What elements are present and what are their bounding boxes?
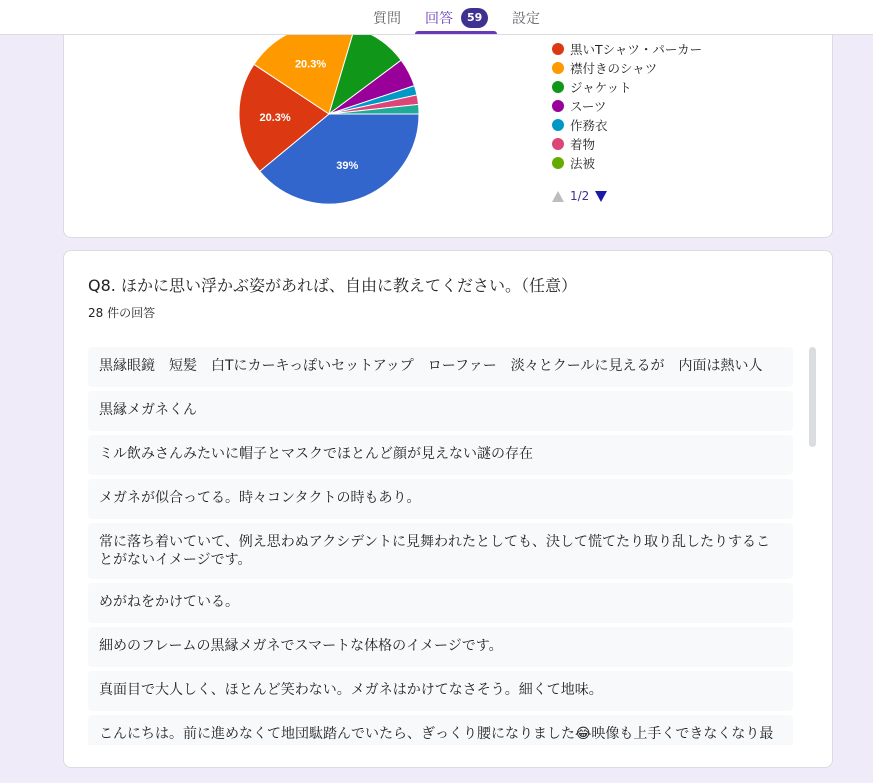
pie-slice-label: 20.3% [259, 111, 291, 124]
pie-slice-label: 20.3% [294, 58, 327, 71]
legend-swatch [552, 157, 564, 169]
legend-swatch [552, 138, 564, 150]
tab-responses[interactable] [425, 0, 488, 35]
tab-questions-label: 質問 [373, 10, 401, 27]
response-item: こんにちは。前に進めなくて地団駄踏んでいたら、ぎっくり腰になりました😂映像も上手くできなくなり最 [88, 715, 793, 745]
chart-legend [552, 39, 702, 172]
legend-item [552, 115, 702, 134]
legend-label: 作務衣 [570, 117, 608, 133]
legend-next-icon[interactable] [595, 191, 607, 202]
legend-pager [552, 189, 607, 203]
legend-swatch [552, 62, 564, 74]
response-item: 黒縁眼鏡 短髪 白Tにカーキっぽいセットアップ ローファー 淡々とクールに見えるが 内面は熱い人 [88, 347, 793, 387]
legend-swatch [552, 81, 564, 93]
legend-item [552, 77, 702, 96]
tab-settings[interactable] [512, 0, 540, 35]
legend-swatch [552, 119, 564, 131]
response-list-scrollbar[interactable] [809, 347, 816, 447]
response-item: メガネが似合ってる。時々コンタクトの時もあり。 [88, 479, 793, 519]
legend-item [552, 39, 702, 58]
legend-label: 黒いTシャツ・パーカー [570, 41, 703, 57]
active-tab-indicator [415, 31, 497, 34]
legend-swatch [552, 43, 564, 55]
tab-settings-label: 設定 [512, 10, 540, 27]
pie-slice-label: 39% [336, 159, 359, 172]
legend-label: 襟付きのシャツ [570, 60, 658, 76]
response-item: ミル飲みさんみたいに帽子とマスクでほとんど顔が見えない謎の存在 [88, 435, 793, 475]
legend-label: 法被 [570, 155, 596, 171]
tab-responses-label: 回答 [425, 10, 453, 27]
question-card-q8 [63, 250, 833, 768]
tab-questions[interactable] [373, 0, 401, 35]
response-list[interactable] [88, 347, 793, 745]
legend-item [552, 134, 702, 153]
response-item: 真面目で大人しく、ほとんど笑わない。メガネはかけてなさそう。細くて地味。 [88, 671, 793, 711]
legend-prev-icon [552, 191, 564, 202]
pie-chart [229, 21, 429, 221]
response-item: 常に落ち着いていて、例え思わぬアクシデントに見舞われたとしても、決して慌てたり取り乱したりすることがないイメージです。 [88, 523, 793, 579]
legend-label: ジャケット [570, 79, 632, 95]
legend-label: スーツ [570, 98, 607, 114]
response-item: めがねをかけている。 [88, 583, 793, 623]
legend-page-indicator: 1/2 [570, 189, 590, 203]
top-nav [0, 0, 873, 35]
legend-label: 着物 [570, 136, 596, 152]
legend-item [552, 96, 702, 115]
response-item: 黒縁メガネくん [88, 391, 793, 431]
response-item: 細めのフレームの黒縁メガネでスマートな体格のイメージです。 [88, 627, 793, 667]
question-title: Q8. ほかに思い浮かぶ姿があれば、自由に教えてください。（任意） [88, 276, 577, 295]
response-count-badge: 59 [461, 8, 488, 28]
chart-card [63, 20, 833, 238]
response-count: 28 件の回答 [88, 306, 156, 320]
legend-item [552, 153, 702, 172]
legend-swatch [552, 100, 564, 112]
legend-item [552, 58, 702, 77]
